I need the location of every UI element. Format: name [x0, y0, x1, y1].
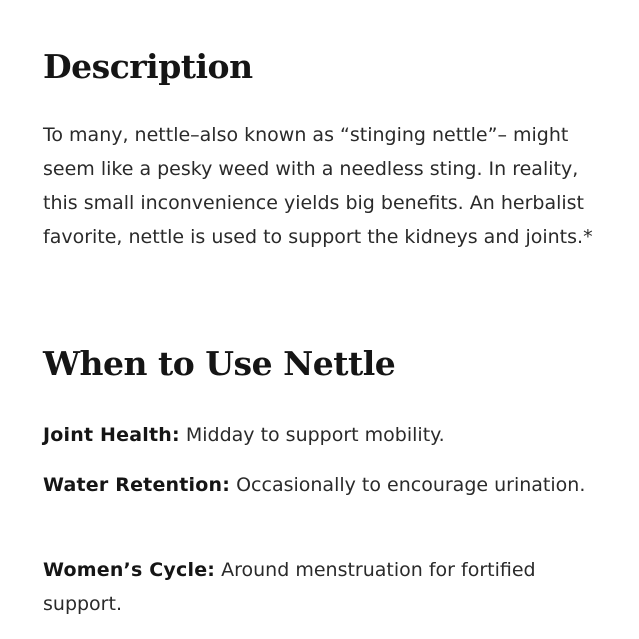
use-item-label: Water Retention: [43, 474, 231, 496]
use-item-womens-cycle [43, 553, 603, 621]
when-to-use-heading: When to Use Nettle [43, 344, 396, 383]
use-item-joint-health [43, 418, 603, 452]
use-item-label: Women’s Cycle: [43, 559, 216, 581]
use-item-text: Around menstruation for fortified support. [43, 559, 536, 615]
use-item-water-retention [43, 468, 603, 502]
use-item-text: Occasionally to encourage urination. [236, 474, 586, 496]
description-heading: Description [43, 47, 253, 86]
use-item-label: Joint Health: [43, 424, 180, 446]
description-text: To many, nettle–also known as “stinging nettle”– might seem like a pesky weed with a needless sting. In reality, this small inconvenience yields big benefits. An herbalist favorite, nettle is used to support the kidneys and joints.* [43, 124, 593, 248]
use-item-text: Midday to support mobility. [185, 424, 445, 446]
